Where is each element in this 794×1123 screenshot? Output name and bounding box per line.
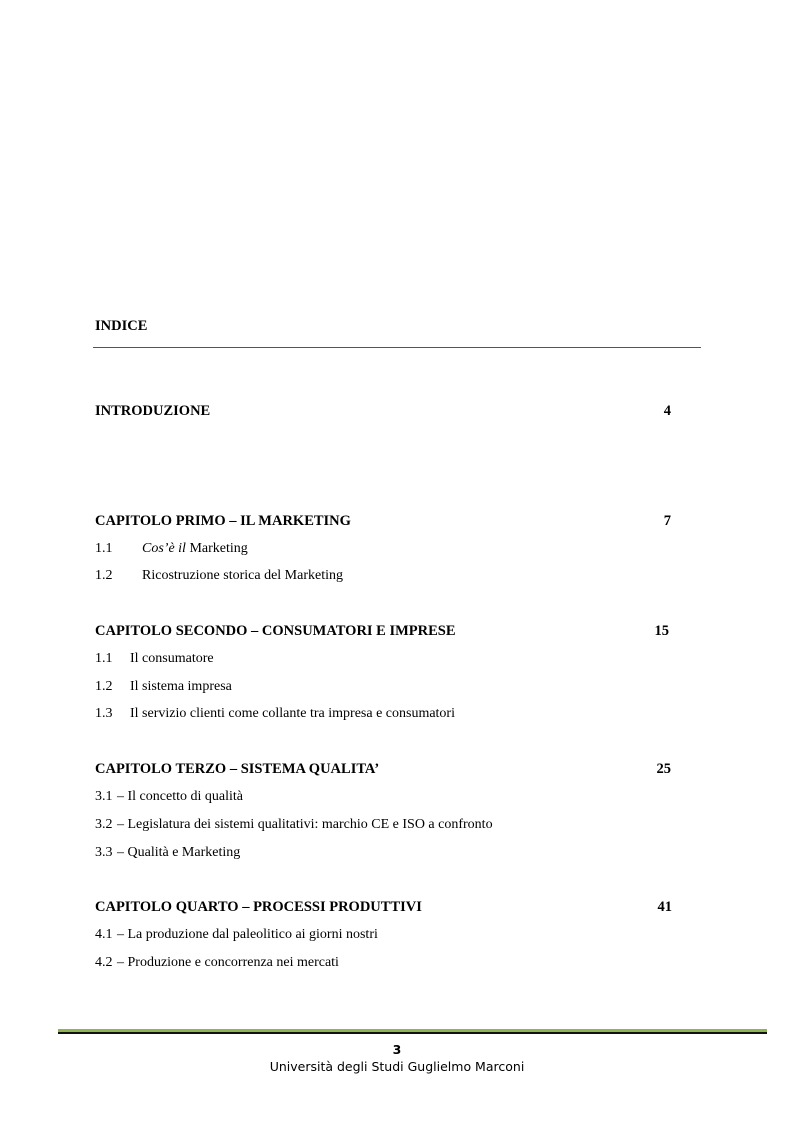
toc-chapter-3-title: CAPITOLO TERZO – SISTEMA QUALITA’: [95, 761, 380, 777]
toc-section-number: 1.2: [95, 568, 113, 583]
toc-section-number: 4.1: [95, 927, 113, 942]
toc-section-title: – Produzione e concorrenza nei mercati: [117, 955, 339, 970]
footer-university: Università degli Studi Guglielmo Marconi: [269, 1059, 525, 1074]
toc-section-title: – Il concetto di qualità: [117, 789, 243, 804]
toc-section-title: Il sistema impresa: [130, 679, 232, 694]
toc-section-title: [142, 541, 248, 557]
toc-section-number: 1.1: [95, 541, 113, 556]
toc-chapter-4-title: CAPITOLO QUARTO – PROCESSI PRODUTTIVI: [95, 899, 422, 915]
toc-section-number: 1.2: [95, 679, 113, 694]
toc-section-title: – La produzione dal paleolitico ai giorni nostri: [117, 927, 378, 942]
toc-section-number: 1.3: [95, 706, 113, 721]
toc-chapter-3-page: 25: [656, 761, 671, 777]
toc-section-number: 3.3: [95, 845, 113, 860]
toc-section-title: Il consumatore: [130, 651, 214, 666]
toc-section-number: 4.2: [95, 955, 113, 970]
toc-section-title: – Legislatura dei sistemi qualitativi: marchio CE e ISO a confronto: [117, 817, 493, 832]
toc-section-title: – Qualità e Marketing: [117, 845, 241, 860]
toc-chapter-2-title: CAPITOLO SECONDO – CONSUMATORI E IMPRESE: [95, 623, 456, 639]
toc-page-introduction: 4: [663, 403, 671, 419]
toc-section-title-rest: Marketing: [185, 541, 248, 556]
toc-section-number: 3.1: [95, 789, 113, 804]
toc-section-number: 1.1: [95, 651, 113, 666]
toc-section-title: Il servizio clienti come collante tra impresa e consumatori: [130, 706, 455, 721]
footer-rule: [58, 1032, 767, 1034]
toc-section-title: Ricostruzione storica del Marketing: [142, 568, 343, 583]
index-title: INDICE: [95, 318, 148, 334]
toc-chapter-4-page: 41: [657, 899, 672, 915]
toc-chapter-1-title: CAPITOLO PRIMO – IL MARKETING: [95, 513, 351, 529]
page-number: 3: [392, 1042, 402, 1057]
toc-section-title-italic: Cos’è il: [142, 541, 186, 556]
toc-entry-introduction: INTRODUZIONE: [95, 403, 211, 419]
toc-chapter-1-page: 7: [663, 513, 671, 529]
toc-section-number: 3.2: [95, 817, 113, 832]
title-divider: [93, 347, 701, 348]
toc-chapter-2-page: 15: [654, 623, 669, 639]
